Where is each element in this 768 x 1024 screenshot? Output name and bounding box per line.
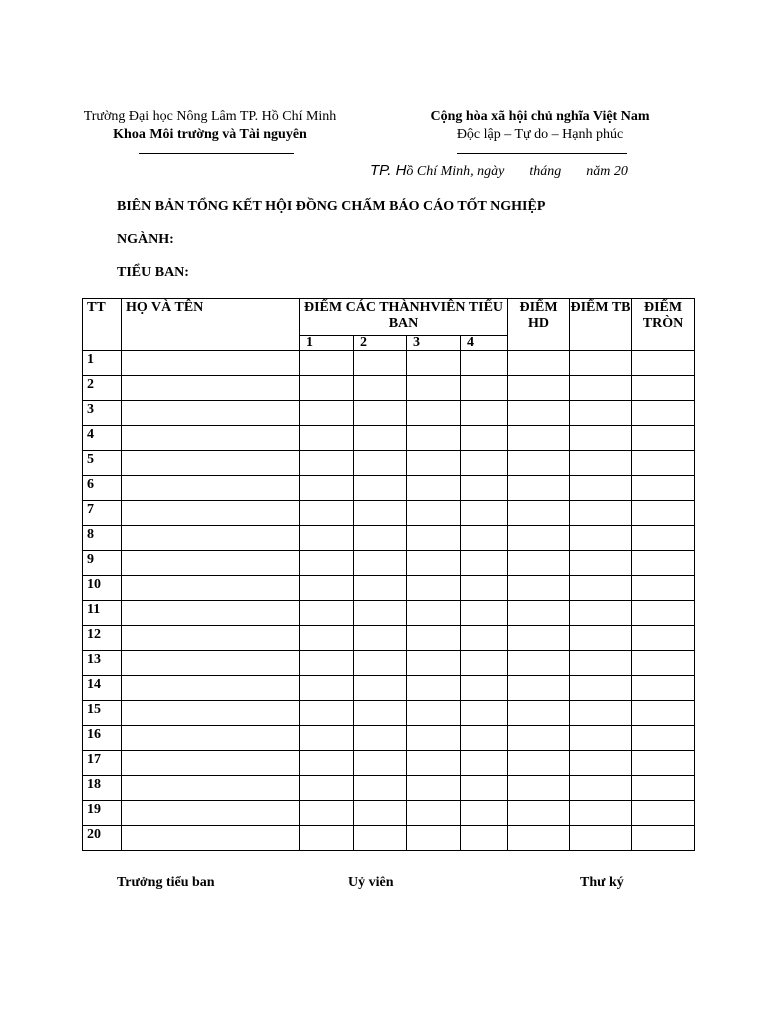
row-number: 1 (83, 351, 122, 376)
row-number: 14 (83, 676, 122, 701)
member-4-cell (461, 601, 508, 626)
tron-cell (632, 751, 695, 776)
member-1-cell (300, 626, 354, 651)
member-4-cell (461, 826, 508, 851)
member-4-cell (461, 776, 508, 801)
dateline-month: tháng (529, 164, 562, 179)
name-cell (122, 601, 300, 626)
member-1-cell (300, 351, 354, 376)
col-header-tb: ĐIỂM TB (570, 299, 632, 351)
member-1-cell (300, 676, 354, 701)
row-number: 17 (83, 751, 122, 776)
hd-cell (508, 651, 570, 676)
hd-cell (508, 601, 570, 626)
member-4-cell (461, 651, 508, 676)
dateline-prefix: TP. H (370, 162, 407, 179)
member-4-cell (461, 426, 508, 451)
member-col-3: 3 (407, 336, 461, 351)
member-2-cell (354, 351, 407, 376)
member-3-cell (407, 476, 461, 501)
name-cell (122, 576, 300, 601)
member-4-cell (461, 576, 508, 601)
name-cell (122, 651, 300, 676)
row-number: 6 (83, 476, 122, 501)
hd-cell (508, 526, 570, 551)
member-2-cell (354, 701, 407, 726)
member-3-cell (407, 401, 461, 426)
tb-cell (570, 401, 632, 426)
row-number: 10 (83, 576, 122, 601)
table-row (83, 401, 695, 426)
col-header-members: ĐIỂM CÁC THÀNHVIÊN TIỂU BAN (300, 299, 508, 336)
table-row (83, 751, 695, 776)
hd-cell (508, 401, 570, 426)
hd-cell (508, 801, 570, 826)
member-3-cell (407, 676, 461, 701)
nganh-label: NGÀNH: (117, 232, 174, 247)
document-title: BIÊN BẢN TỔNG KẾT HỘI ĐỒNG CHẤM BÁO CÁO TỐT NGHIỆP (117, 199, 546, 214)
member-4-cell (461, 451, 508, 476)
tb-cell (570, 576, 632, 601)
table-row (83, 526, 695, 551)
member-2-cell (354, 751, 407, 776)
member-2-cell (354, 501, 407, 526)
hd-cell (508, 351, 570, 376)
table-row (83, 426, 695, 451)
col-header-hd: ĐIỂM HD (508, 299, 570, 351)
header-left (40, 108, 380, 144)
tron-cell (632, 826, 695, 851)
row-number: 4 (83, 426, 122, 451)
tron-cell (632, 676, 695, 701)
hd-cell (508, 676, 570, 701)
member-2-cell (354, 576, 407, 601)
tb-cell (570, 751, 632, 776)
table-row (83, 476, 695, 501)
row-number: 18 (83, 776, 122, 801)
member-2-cell (354, 551, 407, 576)
tron-cell (632, 551, 695, 576)
tron-cell (632, 601, 695, 626)
row-number: 13 (83, 651, 122, 676)
hd-cell (508, 701, 570, 726)
name-cell (122, 826, 300, 851)
university-name: Trường Đại học Nông Lâm TP. Hồ Chí Minh (83, 109, 337, 124)
name-cell (122, 776, 300, 801)
member-4-cell (461, 726, 508, 751)
member-1-cell (300, 501, 354, 526)
hd-cell (508, 451, 570, 476)
tb-cell (570, 476, 632, 501)
member-3-cell (407, 376, 461, 401)
hd-cell (508, 576, 570, 601)
member-1-cell (300, 451, 354, 476)
table-row (83, 776, 695, 801)
dateline (370, 162, 670, 180)
name-cell (122, 401, 300, 426)
member-2-cell (354, 676, 407, 701)
score-table (82, 298, 695, 851)
tron-cell (632, 626, 695, 651)
member-1-cell (300, 401, 354, 426)
member-col-4: 4 (461, 336, 508, 351)
tb-cell (570, 551, 632, 576)
member-4-cell (461, 701, 508, 726)
tb-cell (570, 501, 632, 526)
hd-cell (508, 826, 570, 851)
table-row (83, 601, 695, 626)
member-3-cell (407, 801, 461, 826)
tb-cell (570, 701, 632, 726)
hd-cell (508, 376, 570, 401)
table-row (83, 551, 695, 576)
member-1-cell (300, 601, 354, 626)
tb-cell (570, 426, 632, 451)
tb-cell (570, 651, 632, 676)
table-row (83, 676, 695, 701)
name-cell (122, 726, 300, 751)
member-4-cell (461, 351, 508, 376)
member-3-cell (407, 601, 461, 626)
member-col-2: 2 (354, 336, 407, 351)
member-3-cell (407, 826, 461, 851)
header-right-divider (457, 153, 627, 154)
member-2-cell (354, 476, 407, 501)
member-2-cell (354, 526, 407, 551)
member-1-cell (300, 576, 354, 601)
hd-cell (508, 726, 570, 751)
table-row (83, 376, 695, 401)
tron-cell (632, 451, 695, 476)
row-number: 12 (83, 626, 122, 651)
name-cell (122, 476, 300, 501)
member-4-cell (461, 476, 508, 501)
member-1-cell (300, 526, 354, 551)
name-cell (122, 451, 300, 476)
name-cell (122, 376, 300, 401)
tron-cell (632, 476, 695, 501)
row-number: 2 (83, 376, 122, 401)
member-3-cell (407, 701, 461, 726)
national-motto: Độc lập – Tự do – Hạnh phúc (456, 127, 624, 142)
member-4-cell (461, 551, 508, 576)
tb-cell (570, 776, 632, 801)
member-4-cell (461, 801, 508, 826)
member-1-cell (300, 551, 354, 576)
member-2-cell (354, 601, 407, 626)
table-row (83, 576, 695, 601)
signature-chair: Trưởng tiểu ban (117, 875, 215, 890)
name-cell (122, 426, 300, 451)
member-2-cell (354, 776, 407, 801)
hd-cell (508, 476, 570, 501)
member-1-cell (300, 801, 354, 826)
member-3-cell (407, 651, 461, 676)
row-number: 8 (83, 526, 122, 551)
col-header-tron: ĐIỂM TRÒN (632, 299, 695, 351)
member-2-cell (354, 401, 407, 426)
hd-cell (508, 426, 570, 451)
member-3-cell (407, 426, 461, 451)
member-1-cell (300, 476, 354, 501)
tb-cell (570, 451, 632, 476)
table-row (83, 626, 695, 651)
member-3-cell (407, 751, 461, 776)
tron-cell (632, 501, 695, 526)
tb-cell (570, 376, 632, 401)
member-3-cell (407, 626, 461, 651)
table-header-row (83, 299, 695, 336)
member-3-cell (407, 351, 461, 376)
table-row (83, 451, 695, 476)
row-number: 9 (83, 551, 122, 576)
member-1-cell (300, 651, 354, 676)
tb-cell (570, 626, 632, 651)
member-2-cell (354, 451, 407, 476)
member-2-cell (354, 651, 407, 676)
member-4-cell (461, 526, 508, 551)
row-number: 7 (83, 501, 122, 526)
tron-cell (632, 701, 695, 726)
dateline-city: ồ Chí Minh, ngày (406, 164, 505, 179)
name-cell (122, 676, 300, 701)
member-1-cell (300, 776, 354, 801)
member-4-cell (461, 676, 508, 701)
row-number: 16 (83, 726, 122, 751)
member-2-cell (354, 826, 407, 851)
tron-cell (632, 526, 695, 551)
member-2-cell (354, 626, 407, 651)
member-4-cell (461, 401, 508, 426)
member-2-cell (354, 801, 407, 826)
tron-cell (632, 351, 695, 376)
member-1-cell (300, 826, 354, 851)
table-row (83, 701, 695, 726)
member-4-cell (461, 501, 508, 526)
row-number: 5 (83, 451, 122, 476)
row-number: 15 (83, 701, 122, 726)
row-number: 20 (83, 826, 122, 851)
name-cell (122, 751, 300, 776)
header-left-divider (139, 153, 294, 154)
tb-cell (570, 801, 632, 826)
member-4-cell (461, 376, 508, 401)
tb-cell (570, 676, 632, 701)
table-row (83, 726, 695, 751)
signature-member: Uỷ viên (348, 875, 394, 890)
name-cell (122, 626, 300, 651)
tieu-ban-label: TIỂU BAN: (117, 265, 189, 280)
signature-secretary: Thư ký (580, 875, 624, 890)
tron-cell (632, 376, 695, 401)
name-cell (122, 526, 300, 551)
header-right (390, 108, 690, 144)
member-3-cell (407, 726, 461, 751)
table-row (83, 801, 695, 826)
tb-cell (570, 826, 632, 851)
country-name: Cộng hòa xã hội chủ nghĩa Việt Nam (430, 109, 650, 124)
tron-cell (632, 576, 695, 601)
tron-cell (632, 651, 695, 676)
row-number: 3 (83, 401, 122, 426)
member-4-cell (461, 751, 508, 776)
member-2-cell (354, 726, 407, 751)
tron-cell (632, 726, 695, 751)
table-row (83, 651, 695, 676)
row-number: 11 (83, 601, 122, 626)
member-1-cell (300, 426, 354, 451)
member-1-cell (300, 701, 354, 726)
hd-cell (508, 551, 570, 576)
name-cell (122, 551, 300, 576)
member-2-cell (354, 426, 407, 451)
member-3-cell (407, 576, 461, 601)
row-number: 19 (83, 801, 122, 826)
member-3-cell (407, 551, 461, 576)
tb-cell (570, 726, 632, 751)
hd-cell (508, 751, 570, 776)
table-row (83, 501, 695, 526)
member-1-cell (300, 751, 354, 776)
member-3-cell (407, 526, 461, 551)
name-cell (122, 701, 300, 726)
name-cell (122, 801, 300, 826)
member-col-1: 1 (300, 336, 354, 351)
tron-cell (632, 801, 695, 826)
tron-cell (632, 401, 695, 426)
member-3-cell (407, 501, 461, 526)
member-1-cell (300, 376, 354, 401)
tb-cell (570, 351, 632, 376)
faculty-name: Khoa Môi trường và Tài nguyên (113, 127, 307, 142)
col-header-name: HỌ VÀ TÊN (122, 299, 300, 351)
member-3-cell (407, 451, 461, 476)
hd-cell (508, 776, 570, 801)
hd-cell (508, 626, 570, 651)
hd-cell (508, 501, 570, 526)
table-row (83, 351, 695, 376)
member-4-cell (461, 626, 508, 651)
member-3-cell (407, 776, 461, 801)
tron-cell (632, 426, 695, 451)
table-row (83, 826, 695, 851)
name-cell (122, 351, 300, 376)
member-1-cell (300, 726, 354, 751)
col-header-tt: TT (83, 299, 122, 351)
member-2-cell (354, 376, 407, 401)
name-cell (122, 501, 300, 526)
tb-cell (570, 601, 632, 626)
tb-cell (570, 526, 632, 551)
dateline-year: năm 20 (586, 164, 628, 179)
tron-cell (632, 776, 695, 801)
